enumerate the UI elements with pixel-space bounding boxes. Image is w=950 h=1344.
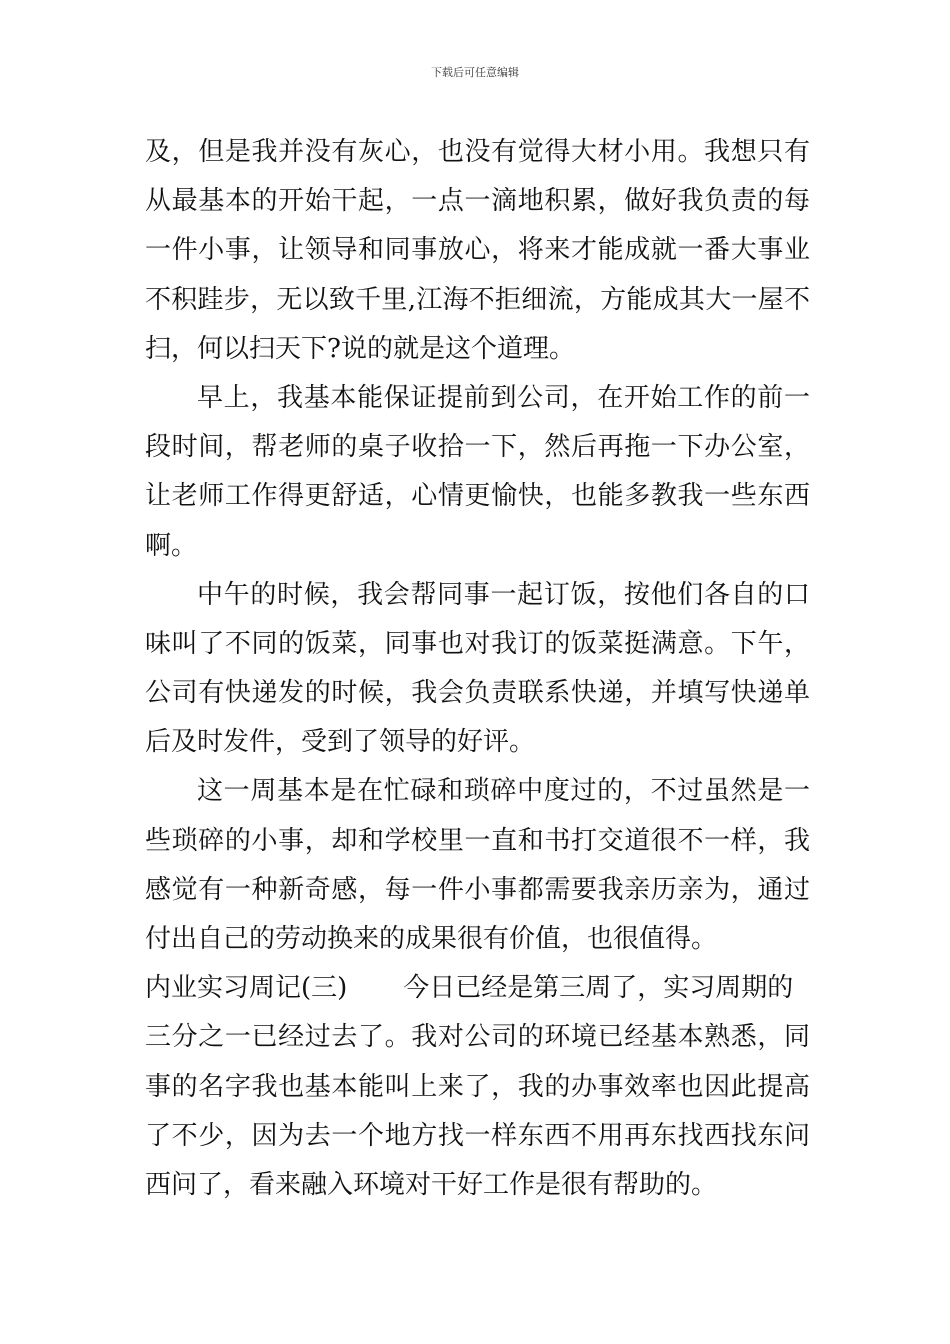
text-line: 后及时发件，受到了领导的好评。	[145, 727, 536, 758]
text-line: 扫，何以扫天下?说的就是这个道理。	[145, 333, 575, 364]
page-header: 下载后可任意编辑	[431, 66, 519, 79]
text-line: 段时间，帮老师的桌子收拾一下，然后再拖一下办公室，	[145, 432, 810, 463]
text-line: 及，但是我并没有灰心，也没有觉得大材小用。我想只有	[145, 137, 810, 167]
section-title: 内业实习周记(三)	[145, 973, 348, 1004]
document-body	[145, 128, 810, 1210]
section-first-line: 今日已经是第三周了，实习周期的	[403, 973, 794, 1004]
text-line: 一件小事，让领导和同事放心，将来才能成就一番大事业	[145, 235, 810, 266]
text-line: 这一周基本是在忙碌和琐碎中度过的，不过虽然是一	[197, 776, 810, 807]
text-line: 事的名字我也基本能叫上来了，我的办事效率也因此提高	[145, 1071, 810, 1102]
section-line	[145, 964, 810, 1013]
text-line: 不积跬步，无以致千里,江海不拒细流，方能成其大一屋不	[145, 284, 810, 315]
text-line: 让老师工作得更舒适，心情更愉快，也能多教我一些东西	[145, 481, 810, 512]
text-line: 付出自己的劳动换来的成果很有价值，也很值得。	[145, 924, 718, 954]
text-line: 公司有快递发的时候，我会负责联系快递，并填写快递单	[145, 678, 810, 709]
text-line: 感觉有一种新奇感，每一件小事都需要我亲历亲为，通过	[145, 874, 810, 905]
text-line: 西问了，看来融入环境对干好工作是很有帮助的。	[145, 1169, 718, 1200]
text-line: 从最基本的开始干起，一点一滴地积累，做好我负责的每	[145, 186, 810, 217]
text-line: 了不少，因为去一个地方找一样东西不用再东找西找东问	[145, 1120, 810, 1151]
text-line: 啊。	[145, 530, 198, 561]
text-line: 味叫了不同的饭菜，同事也对我订的饭菜挺满意。下午，	[145, 628, 810, 659]
text-line: 早上，我基本能保证提前到公司，在开始工作的前一	[197, 382, 810, 413]
text-line: 三分之一已经过去了。我对公司的环境已经基本熟悉，同	[145, 1022, 810, 1053]
text-line: 些琐碎的小事，却和学校里一直和书打交道很不一样，我	[145, 825, 810, 856]
text-line: 中午的时候，我会帮同事一起订饭，按他们各自的口	[197, 579, 810, 610]
